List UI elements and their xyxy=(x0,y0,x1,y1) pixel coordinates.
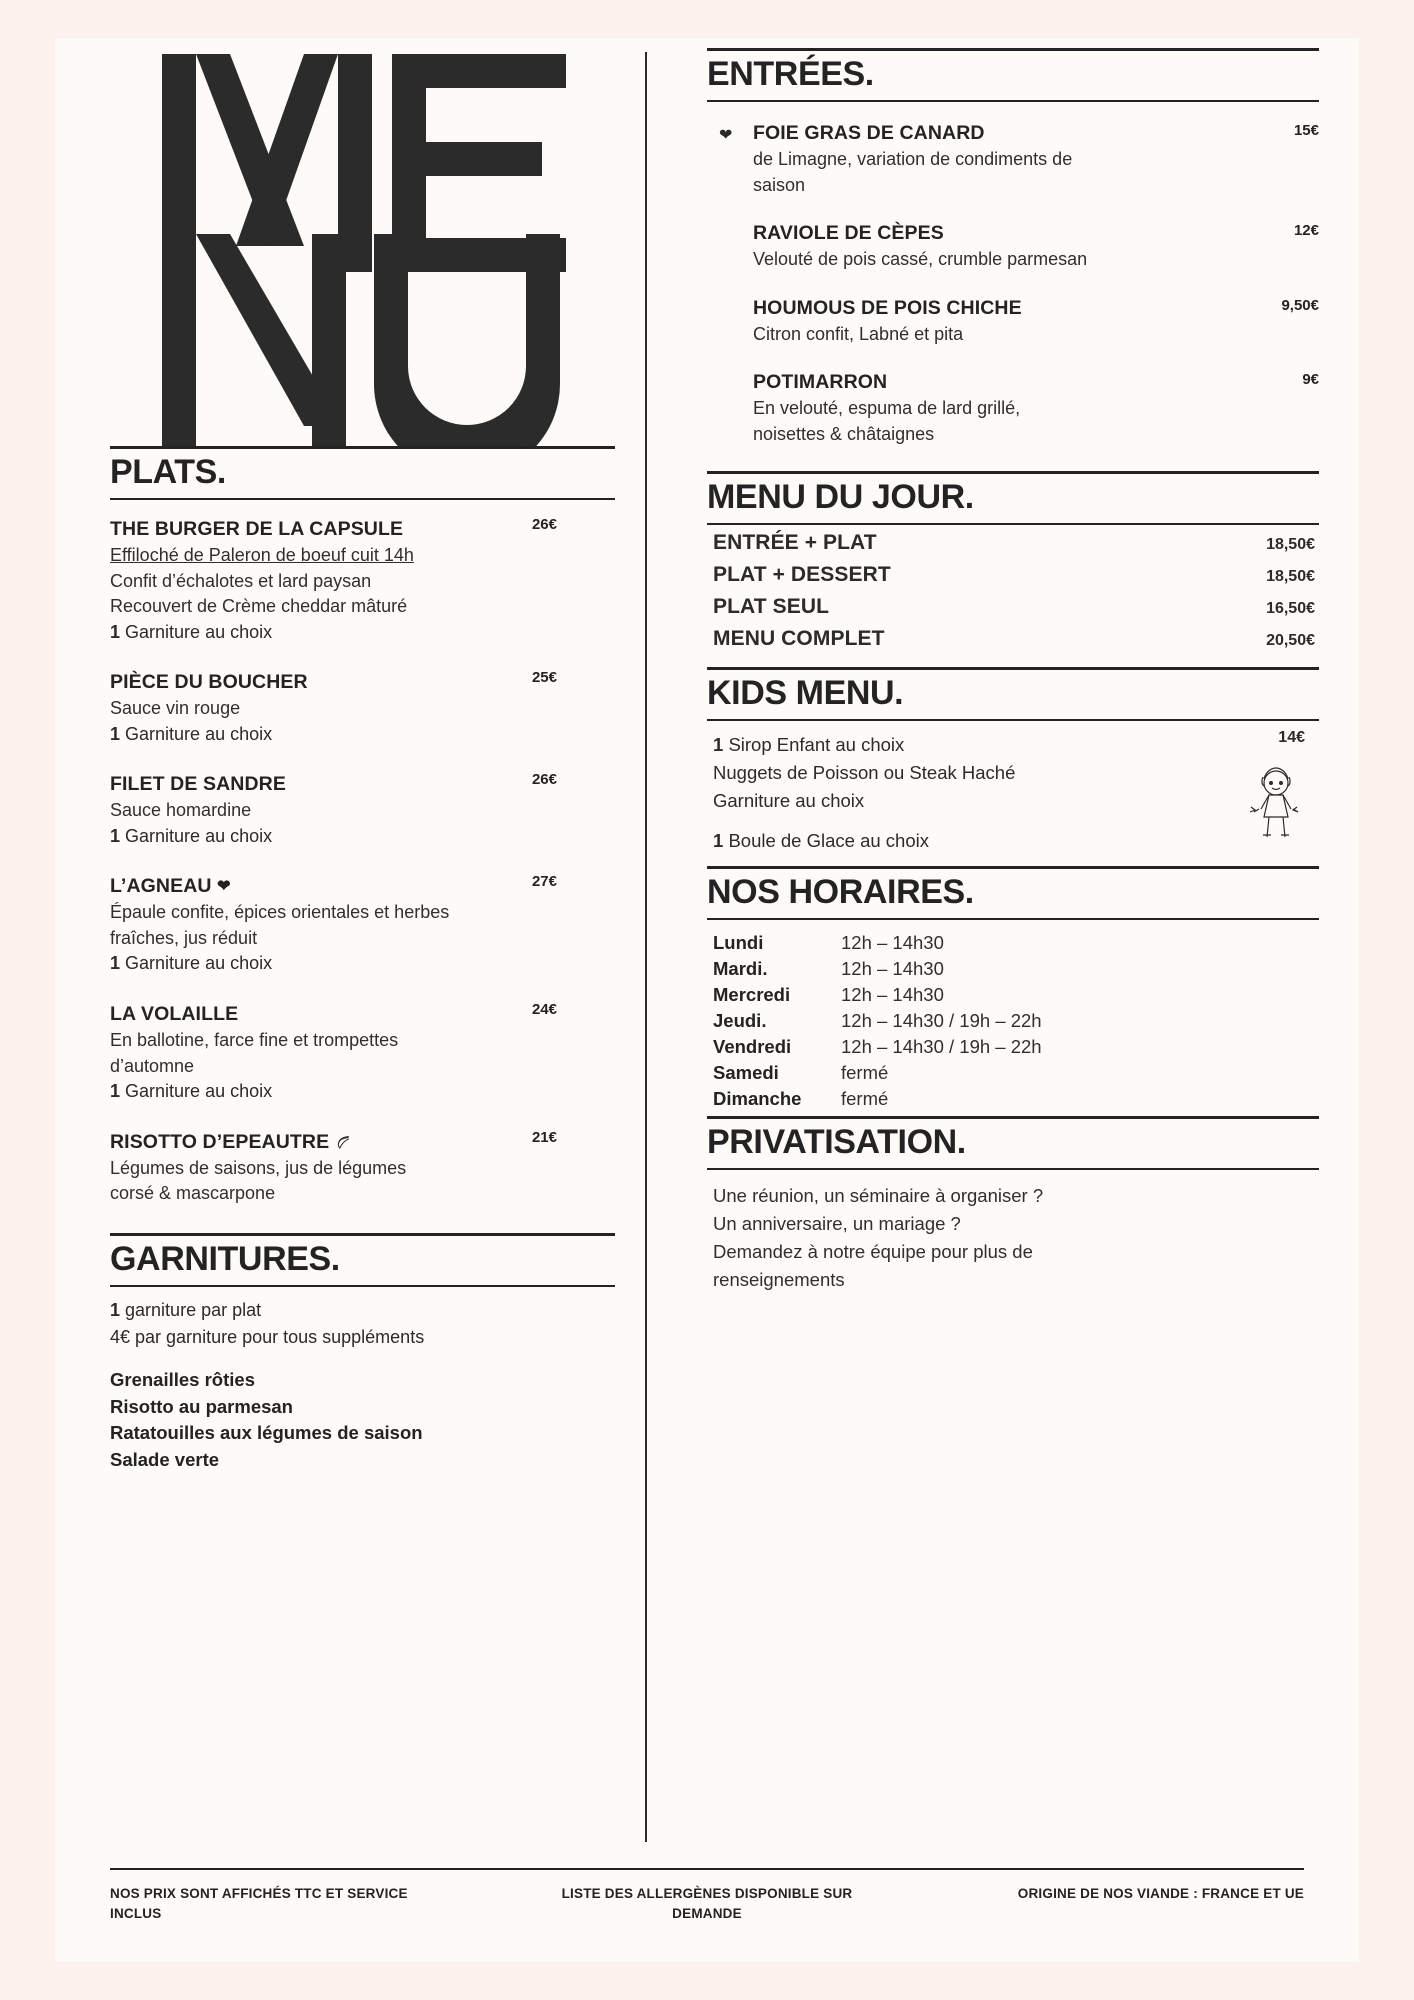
kids-menu-line: Garniture au choix xyxy=(713,789,865,811)
kids-menu-price: 14€ xyxy=(1278,729,1305,747)
garnitures-intro-qty: 1 xyxy=(110,1299,121,1320)
garnish-text: Garniture au choix xyxy=(125,825,273,846)
entree-desc-line: noisettes & châtaignes xyxy=(753,423,935,444)
entree-item xyxy=(707,122,1319,198)
privatisation-body xyxy=(707,1170,1319,1293)
horaires-day: Lundi xyxy=(713,932,764,954)
menu-du-jour-label: PLAT SEUL xyxy=(713,595,830,619)
garniture-item: Salade verte xyxy=(110,1449,220,1471)
garnish-qty: 1 xyxy=(110,723,121,744)
footer-note-prices: NOS PRIX SONT AFFICHÉS TTC ET SERVICE INCLUS xyxy=(110,1886,408,1922)
dish-desc-line: Effiloché de Paleron de boeuf cuit 14h xyxy=(110,545,414,565)
dish-garnish xyxy=(110,951,545,977)
dish-title xyxy=(110,875,545,898)
garnitures-intro xyxy=(110,1297,615,1351)
dish-price: 24€ xyxy=(531,1001,557,1019)
section-heading-horaires: NOS HORAIRES. xyxy=(707,873,974,912)
horaires-time: 12h – 14h30 xyxy=(841,958,944,980)
horaires-row xyxy=(713,1010,1319,1032)
section-heading-garnitures: GARNITURES. xyxy=(110,1239,340,1278)
dish-desc-line: En ballotine, farce fine et trompettes xyxy=(110,1030,399,1051)
garniture-item: Risotto au parmesan xyxy=(110,1395,293,1417)
entree-desc-line: de Limagne, variation de condiments de xyxy=(753,149,1073,169)
entree-desc-line: saison xyxy=(753,174,806,195)
dish-item xyxy=(110,1003,615,1105)
dish-garnish xyxy=(110,824,545,850)
entree-title: FOIE GRAS DE CANARD xyxy=(753,122,985,144)
horaires-row xyxy=(713,1062,1319,1084)
dish-desc-line: fraîches, jus réduit xyxy=(110,927,258,948)
dish-desc-line: Recouvert de Crème cheddar mâturé xyxy=(110,596,408,617)
section-heading-entrees: ENTRÉES. xyxy=(707,55,874,93)
menu-du-jour-row xyxy=(707,531,1319,555)
privatisation-line: Une réunion, un séminaire à organiser ? xyxy=(713,1185,1044,1207)
entree-price: 9€ xyxy=(1302,371,1319,389)
garnish-qty: 1 xyxy=(110,825,121,846)
dish-title: FILET DE SANDRE xyxy=(110,773,286,796)
dish-desc-line: Sauce vin rouge xyxy=(110,698,241,719)
menu-du-jour-list xyxy=(707,525,1319,661)
kids-line-text: Sirop Enfant au choix xyxy=(728,734,905,756)
section-entrees xyxy=(707,48,1319,447)
privatisation-line: renseignements xyxy=(713,1268,845,1290)
garnitures-list xyxy=(110,1367,615,1474)
menu-du-jour-row xyxy=(707,627,1319,651)
dish-garnish xyxy=(110,620,545,646)
dish-item xyxy=(110,1128,615,1207)
kids-line-text: Boule de Glace au choix xyxy=(728,829,929,851)
section-kids-menu xyxy=(707,667,1319,860)
dish-title-text: L’AGNEAU xyxy=(110,875,212,898)
kids-menu-line xyxy=(713,731,1319,759)
menu-logotype xyxy=(154,46,594,446)
garnish-text: Garniture au choix xyxy=(125,953,273,974)
dish-title: LA VOLAILLE xyxy=(110,1003,239,1026)
entree-item xyxy=(707,222,1319,273)
right-column xyxy=(647,38,1359,1868)
garnish-text: Garniture au choix xyxy=(125,1081,273,1102)
menu-du-jour-label: ENTRÉE + PLAT xyxy=(713,531,877,555)
kids-menu-line xyxy=(713,827,1319,855)
section-heading-menu-du-jour: MENU DU JOUR. xyxy=(707,478,974,517)
entree-desc-line: Citron confit, Labné et pita xyxy=(753,323,964,344)
horaires-day: Mercredi xyxy=(713,984,791,1006)
horaires-time: 12h – 14h30 xyxy=(841,984,944,1006)
section-garnitures xyxy=(110,1233,615,1474)
garniture-item: Ratatouilles aux légumes de saison xyxy=(110,1422,423,1444)
menu-du-jour-price: 18,50€ xyxy=(1266,568,1315,586)
footer-note-allergenes: LISTE DES ALLERGÈNES DISPONIBLE SUR DEMANDE xyxy=(561,1886,853,1922)
dish-desc-line: d’automne xyxy=(110,1055,195,1076)
kids-menu-body xyxy=(707,721,1319,860)
horaires-row xyxy=(713,1088,1319,1110)
garnish-qty: 1 xyxy=(110,953,121,974)
menu-du-jour-price: 20,50€ xyxy=(1266,632,1315,650)
dish-item xyxy=(110,875,615,977)
dish-item xyxy=(110,518,615,645)
dish-garnish xyxy=(110,1079,545,1105)
dish-item xyxy=(110,773,615,849)
entree-price: 12€ xyxy=(1293,222,1319,240)
garnish-text: Garniture au choix xyxy=(125,723,273,744)
horaires-day: Vendredi xyxy=(713,1036,792,1058)
horaires-day: Jeudi. xyxy=(713,1010,767,1032)
dish-price: 21€ xyxy=(531,1128,557,1146)
garnitures-intro-line1 xyxy=(110,1297,615,1324)
menu-du-jour-label: PLAT + DESSERT xyxy=(713,563,891,587)
leaf-icon xyxy=(335,1134,352,1151)
dish-desc-line: Épaule confite, épices orientales et herbes xyxy=(110,902,450,923)
horaires-time: 12h – 14h30 / 19h – 22h xyxy=(841,1036,1042,1058)
dish-price: 25€ xyxy=(531,669,557,687)
dish-desc-line: Confit d’échalotes et lard paysan xyxy=(110,570,372,591)
heart-icon: ❤ xyxy=(217,878,231,896)
privatisation-line: Un anniversaire, un mariage ? xyxy=(713,1213,961,1235)
kids-qty: 1 xyxy=(713,829,724,851)
garniture-item: Grenailles rôties xyxy=(110,1368,255,1390)
dish-title xyxy=(110,1131,545,1154)
section-heading-plats: PLATS. xyxy=(110,453,226,491)
section-heading-privatisation: PRIVATISATION. xyxy=(707,1123,966,1162)
garnish-text: Garniture au choix xyxy=(125,621,273,642)
kids-menu-line: Nuggets de Poisson ou Steak Haché xyxy=(713,762,1016,784)
horaires-day: Samedi xyxy=(713,1062,779,1084)
menu-columns xyxy=(55,38,1359,1868)
menu-du-jour-row xyxy=(707,595,1319,619)
menu-du-jour-price: 16,50€ xyxy=(1266,600,1315,618)
kids-qty: 1 xyxy=(713,734,724,756)
dish-garnish xyxy=(110,722,545,748)
horaires-day: Mardi. xyxy=(713,958,768,980)
dish-item xyxy=(110,671,615,747)
entree-item xyxy=(707,297,1319,348)
garnish-qty: 1 xyxy=(110,621,121,642)
dish-title: PIÈCE DU BOUCHER xyxy=(110,671,308,694)
entree-title: RAVIOLE DE CÈPES xyxy=(753,222,944,245)
left-column xyxy=(55,38,615,1868)
dish-desc-line: corsé & mascarpone xyxy=(110,1183,276,1204)
horaires-time: fermé xyxy=(841,1088,889,1110)
entree-title: POTIMARRON xyxy=(753,371,888,394)
kids-drawing-icon xyxy=(1239,763,1313,846)
horaires-row xyxy=(713,958,1319,980)
heart-icon: ❤ xyxy=(719,127,733,144)
horaires-time: 12h – 14h30 xyxy=(841,932,944,954)
entree-title: HOUMOUS DE POIS CHICHE xyxy=(753,296,1022,319)
divider xyxy=(110,1285,615,1287)
entree-desc-line: Velouté de pois cassé, crumble parmesan xyxy=(753,249,1088,270)
menu-du-jour-label: MENU COMPLET xyxy=(713,627,885,651)
footer xyxy=(55,1870,1359,1925)
section-plats xyxy=(110,446,615,1207)
garnish-qty: 1 xyxy=(110,1081,121,1102)
horaires-time: fermé xyxy=(841,1062,889,1084)
dish-price: 26€ xyxy=(531,516,557,533)
dish-title: THE BURGER DE LA CAPSULE xyxy=(110,518,404,540)
horaires-row xyxy=(713,932,1319,954)
section-heading-kids-menu: KIDS MENU. xyxy=(707,674,904,713)
entree-price: 9,50€ xyxy=(1281,296,1319,314)
section-horaires xyxy=(707,866,1319,1110)
horaires-row xyxy=(713,984,1319,1006)
entree-desc-line: En velouté, espuma de lard grillé, xyxy=(753,398,1021,419)
footer-note-origine: ORIGINE DE NOS VIANDE : FRANCE ET UE xyxy=(1017,1886,1304,1901)
privatisation-line: Demandez à notre équipe pour plus de xyxy=(713,1240,1033,1262)
horaires-row xyxy=(713,1036,1319,1058)
dish-desc-line: Légumes de saisons, jus de légumes xyxy=(110,1157,407,1178)
entree-price: 15€ xyxy=(1293,122,1319,139)
menu-du-jour-price: 18,50€ xyxy=(1266,536,1315,554)
garnitures-intro-line2: 4€ par garniture pour tous suppléments xyxy=(110,1326,425,1347)
entree-item xyxy=(707,371,1319,447)
horaires-list xyxy=(707,920,1319,1110)
horaires-day: Dimanche xyxy=(713,1088,802,1110)
dish-title-text: RISOTTO D’EPEAUTRE xyxy=(110,1130,330,1153)
dish-price: 27€ xyxy=(531,873,557,891)
garnitures-intro-text: garniture par plat xyxy=(125,1299,262,1320)
dish-desc-line: Sauce homardine xyxy=(110,800,252,821)
menu-page xyxy=(55,38,1359,1962)
dish-price: 26€ xyxy=(531,771,557,789)
menu-du-jour-row xyxy=(707,563,1319,587)
section-privatisation xyxy=(707,1116,1319,1293)
section-menu-du-jour xyxy=(707,471,1319,661)
horaires-time: 12h – 14h30 / 19h – 22h xyxy=(841,1010,1042,1032)
